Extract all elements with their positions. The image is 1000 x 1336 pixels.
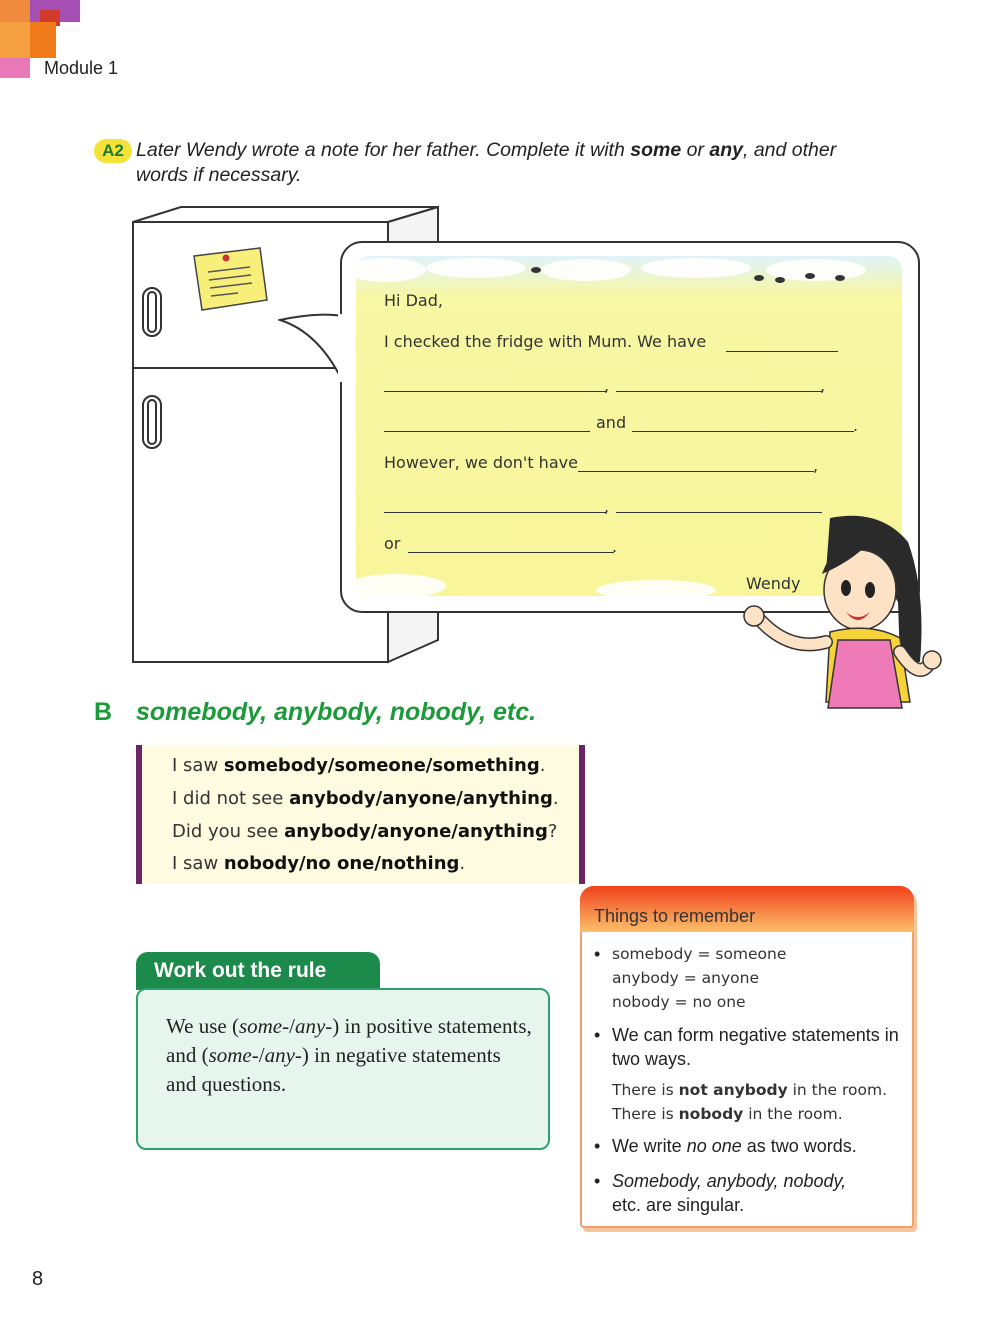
note-however: However, we don't have	[384, 453, 578, 472]
example-line: There is nobody in the room.	[612, 1105, 843, 1123]
comma: ,	[813, 456, 819, 475]
answer-blank[interactable]	[384, 431, 590, 432]
comma: ,	[604, 376, 610, 395]
bullet-icon: •	[594, 1025, 601, 1045]
remember-text: We write no one as two words.	[612, 1136, 857, 1156]
equivalence-line: somebody = someone	[612, 945, 787, 963]
example-sentence: I saw nobody/no one/nothing.	[172, 853, 466, 874]
girl-illustration	[730, 512, 950, 712]
answer-blank[interactable]	[408, 552, 614, 553]
rule-text: We use (some-/any-) in positive statements, and (some-/any-) in negative statements and questions.	[166, 1014, 532, 1096]
bullet-icon: •	[594, 1171, 601, 1191]
answer-blank[interactable]	[578, 471, 814, 472]
remember-text: Somebody, anybody, nobody, etc. are singular.	[612, 1171, 847, 1215]
example-sentence: I did not see anybody/anyone/anything.	[172, 788, 559, 809]
remember-text: We can form negative statements in two ways.	[612, 1025, 899, 1069]
speech-tail	[278, 312, 346, 384]
example-box	[136, 745, 585, 884]
comma: ,	[604, 497, 610, 516]
comma: ,	[820, 376, 826, 395]
page-number: 8	[32, 1268, 44, 1290]
note-greeting: Hi Dad,	[384, 291, 443, 310]
section-letter: B	[94, 698, 113, 726]
answer-blank[interactable]	[726, 351, 838, 352]
equivalence-line: nobody = no one	[612, 993, 746, 1011]
rule-title: Work out the rule	[136, 952, 380, 990]
bullet-icon: •	[594, 944, 601, 964]
note-signature: Wendy	[746, 574, 801, 593]
rule-box	[136, 988, 550, 1150]
section-heading: somebody, anybody, nobody, etc.	[136, 698, 537, 726]
answer-blank[interactable]	[384, 391, 606, 392]
exercise-badge: A2	[94, 139, 132, 163]
module-label: Module 1	[44, 58, 119, 78]
note-and: and	[596, 413, 627, 432]
answer-blank[interactable]	[384, 512, 606, 513]
example-line: There is not anybody in the room.	[612, 1081, 888, 1099]
things-to-remember-title: Things to remember	[594, 906, 756, 926]
note-or: or	[384, 534, 401, 553]
answer-blank[interactable]	[632, 431, 854, 432]
exercise-instruction: Later Wendy wrote a note for her father. Complete it with some or any, and other words if necessary.	[136, 139, 837, 186]
note-line-have: I checked the fridge with Mum. We have	[384, 332, 707, 351]
answer-blank[interactable]	[616, 391, 822, 392]
sticky-note-icon	[194, 248, 267, 310]
example-sentence: Did you see anybody/anyone/anything?	[172, 821, 558, 842]
example-sentence: I saw somebody/someone/something.	[172, 755, 546, 776]
bullet-icon: •	[594, 1136, 601, 1156]
period: .	[612, 537, 618, 556]
equivalence-line: anybody = anyone	[612, 969, 760, 987]
period: .	[853, 416, 859, 435]
